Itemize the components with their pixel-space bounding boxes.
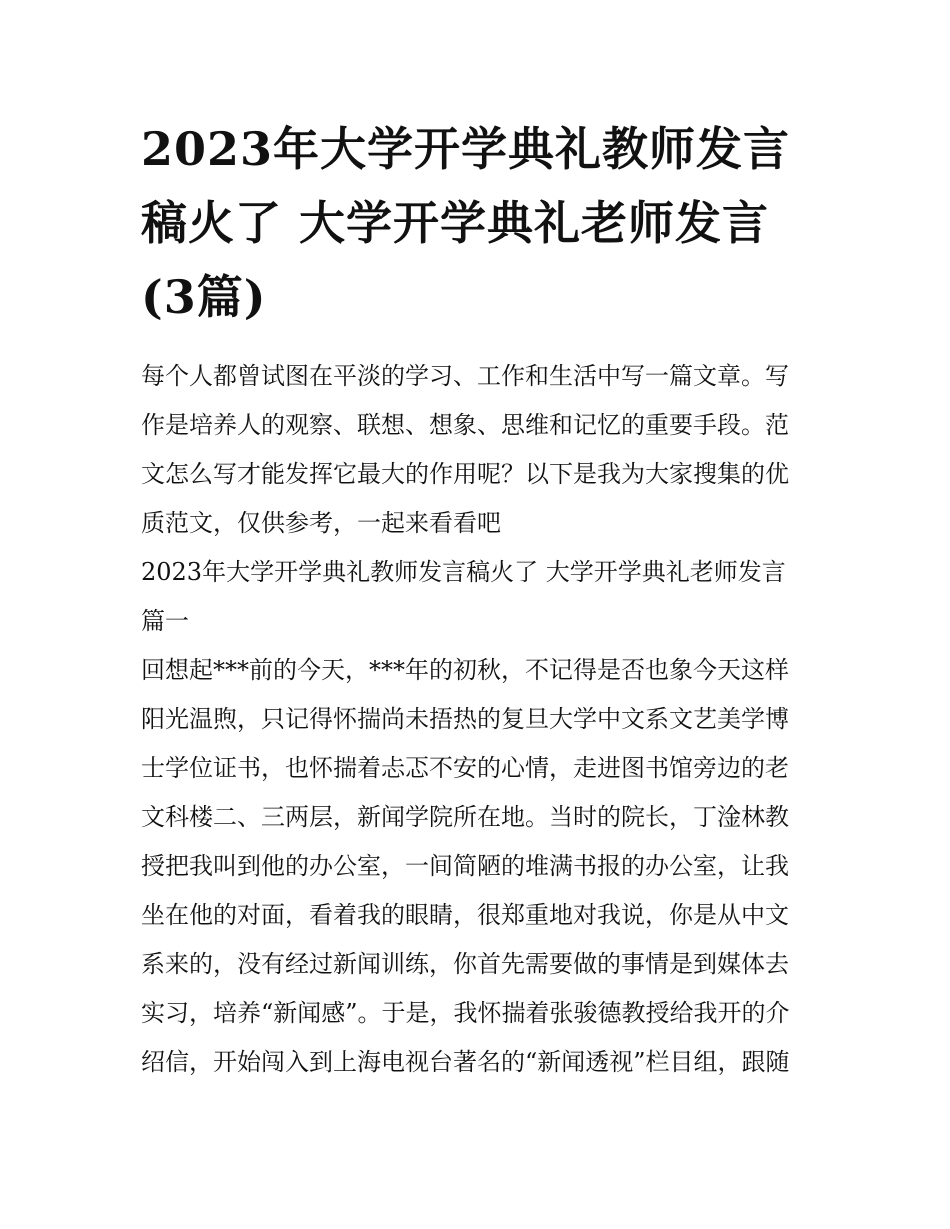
intro-paragraph bbox=[141, 352, 813, 548]
body-line: 实习，培养“新闻感”。于是，我怀揣着张骏德教授给我开的介 bbox=[141, 999, 790, 1027]
intro-line: 作是培养人的观察、联想、想象、思维和记忆的重要手段。范 bbox=[141, 411, 789, 439]
section-heading bbox=[141, 548, 813, 646]
body-line: 士学位证书，也怀揣着忐忑不安的心情，走进图书馆旁边的老 bbox=[141, 754, 789, 782]
document-title bbox=[141, 112, 813, 334]
document-page bbox=[141, 112, 813, 1087]
intro-line: 文怎么写才能发挥它最大的作用呢？以下是我为大家搜集的优 bbox=[141, 460, 789, 488]
intro-line: 质范文，仅供参考，一起来看看吧 bbox=[141, 509, 501, 537]
title-line: 稿火了 大学开学典礼老师发言 bbox=[141, 196, 770, 250]
body-line: 坐在他的对面，看着我的眼睛，很郑重地对我说，你是从中文 bbox=[141, 901, 789, 929]
body-line: 回想起***前的今天，***年的初秋，不记得是否也象今天这样 bbox=[141, 656, 789, 684]
body-line: 文科楼二、三两层，新闻学院所在地。当时的院长，丁淦林教 bbox=[141, 803, 789, 831]
section-heading-line: 2023年大学开学典礼教师发言稿火了 大学开学典礼老师发言 bbox=[141, 558, 786, 586]
title-line: (3篇) bbox=[141, 270, 267, 324]
section-heading-line: 篇一 bbox=[141, 607, 189, 635]
intro-line: 每个人都曾试图在平淡的学习、工作和生活中写一篇文章。写 bbox=[141, 362, 789, 390]
body-line: 阳光温煦，只记得怀揣尚未捂热的复旦大学中文系文艺美学博 bbox=[141, 705, 789, 733]
body-line: 授把我叫到他的办公室，一间简陋的堆满书报的办公室，让我 bbox=[141, 852, 789, 880]
body-line: 绍信，开始闯入到上海电视台著名的“新闻透视”栏目组，跟随 bbox=[141, 1048, 790, 1076]
body-line: 系来的，没有经过新闻训练，你首先需要做的事情是到媒体去 bbox=[141, 950, 789, 978]
title-line: 2023年大学开学典礼教师发言 bbox=[141, 122, 791, 176]
body-paragraph bbox=[141, 646, 813, 1087]
